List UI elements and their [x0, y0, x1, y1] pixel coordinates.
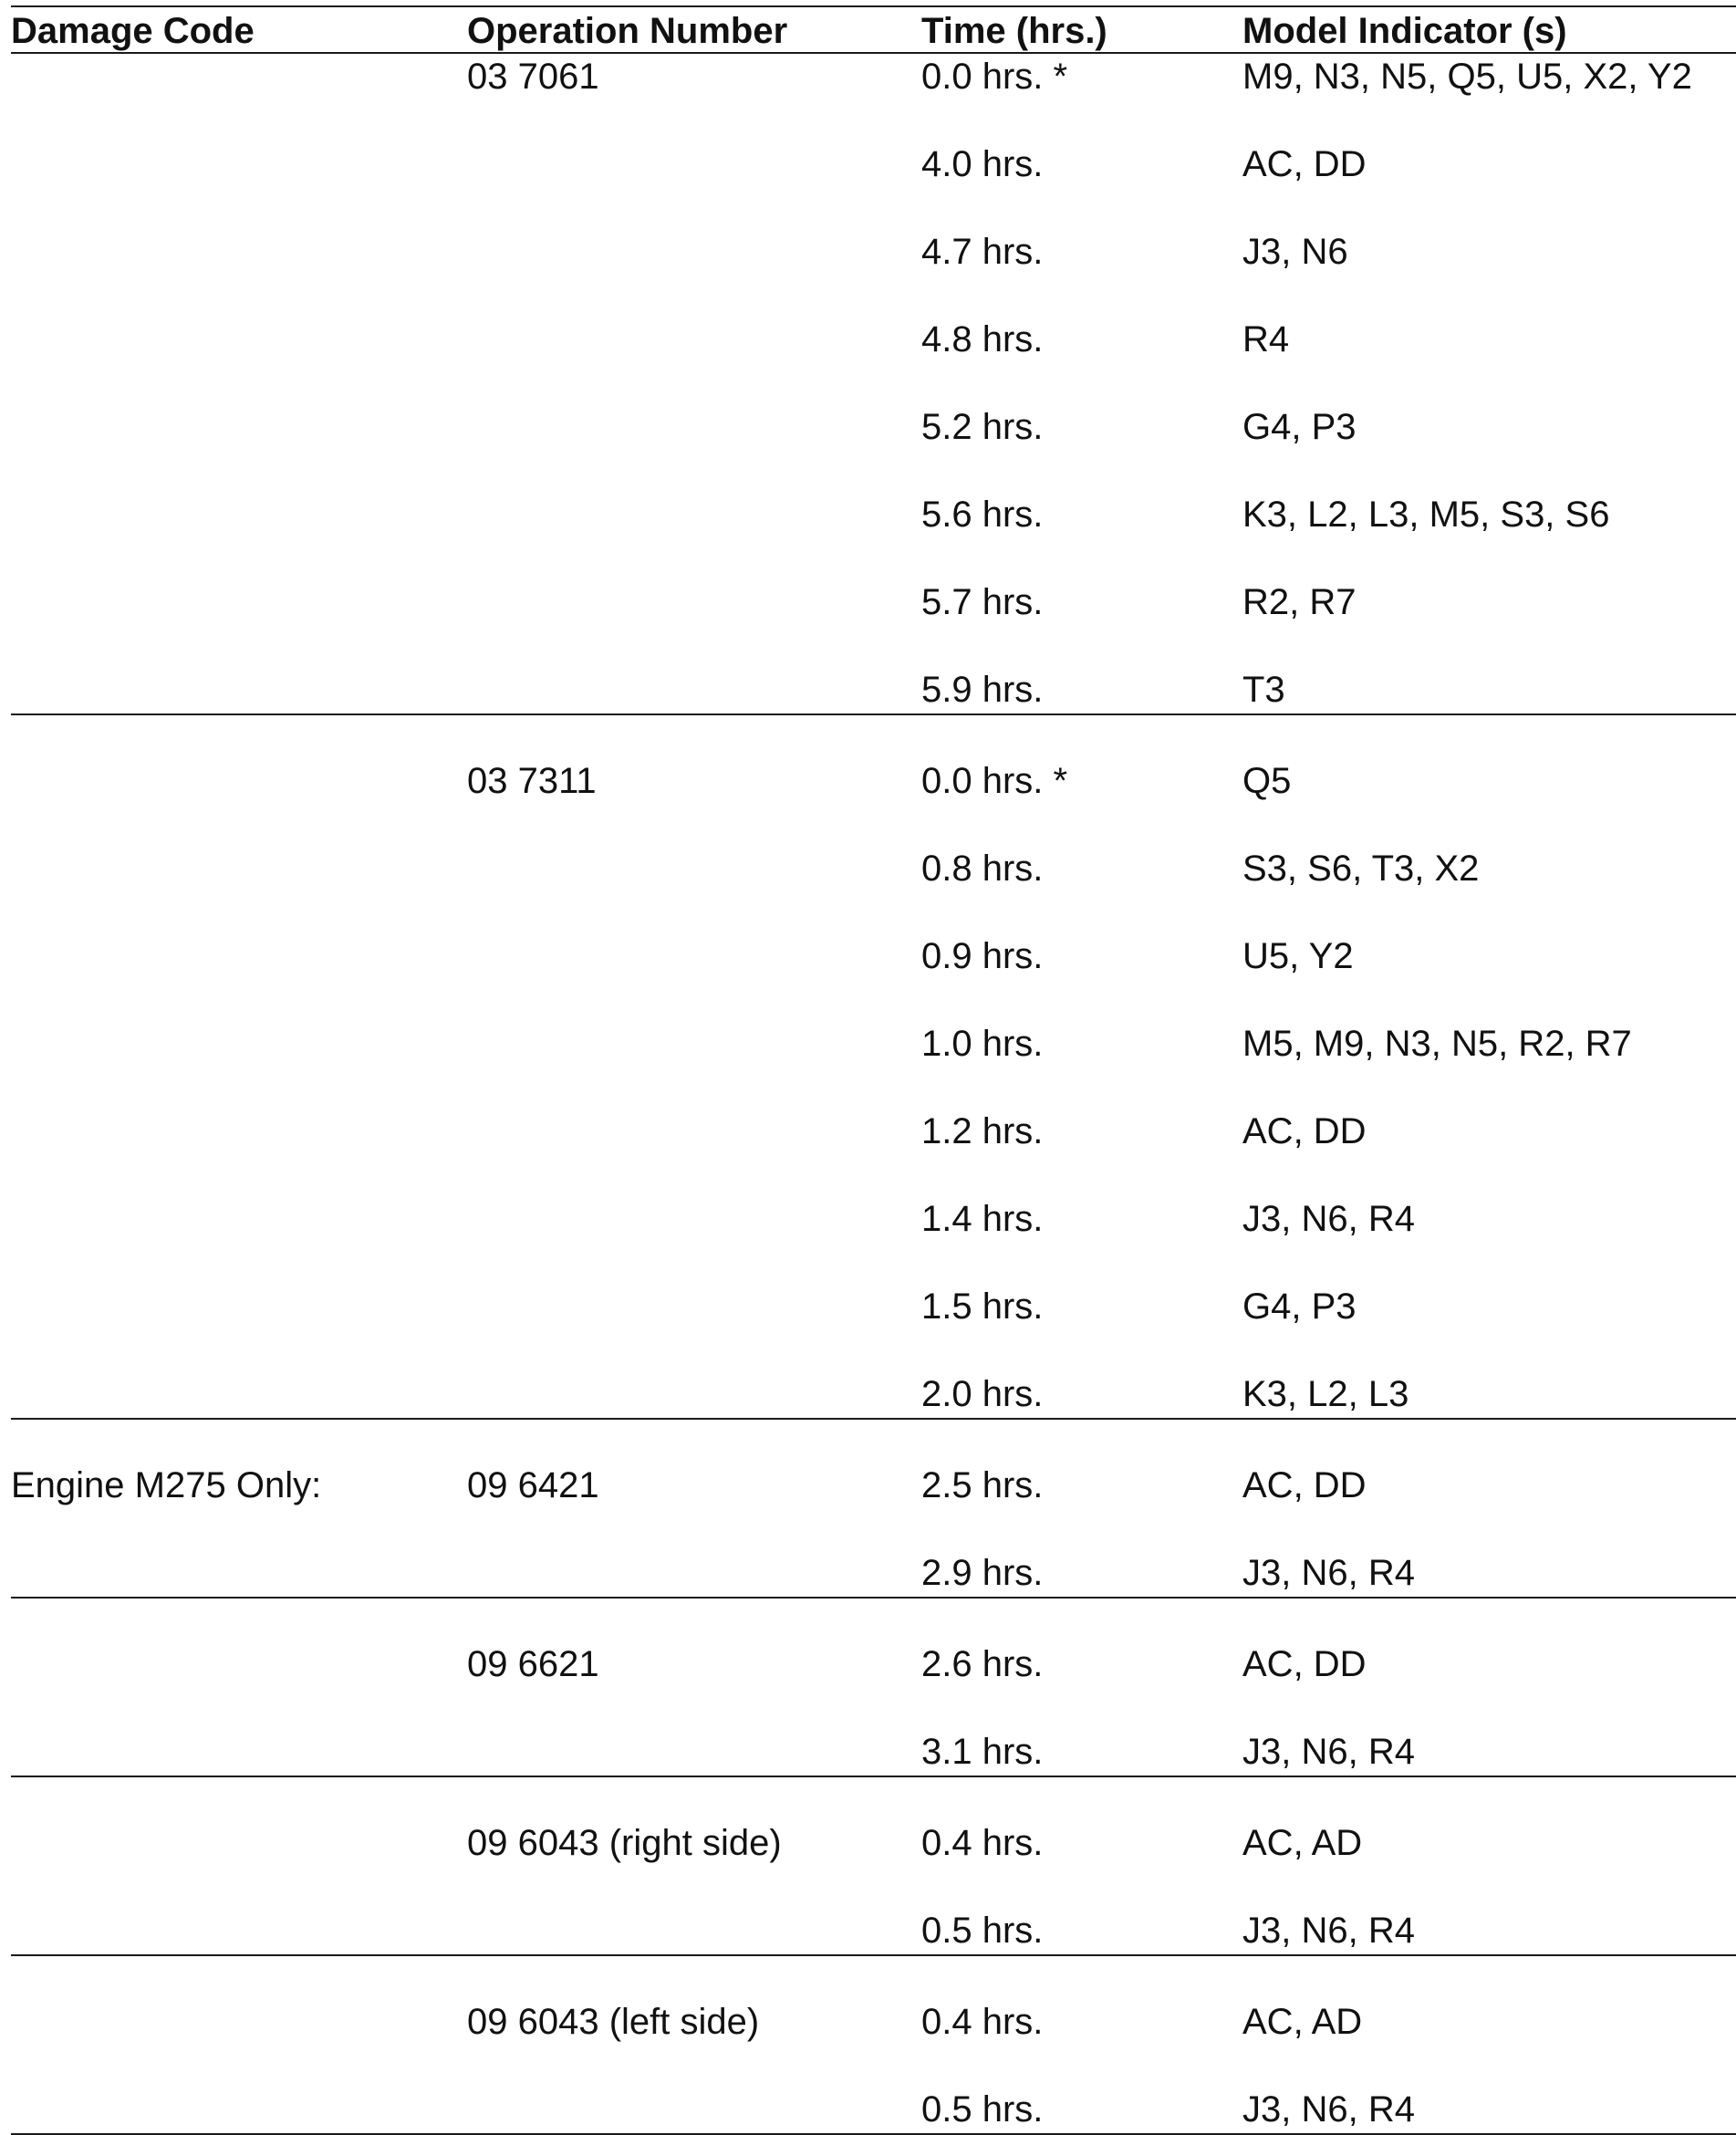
model-indicator-cell: AC, DD — [1242, 1644, 1367, 1684]
time-cell: 1.5 hrs. — [921, 1286, 1044, 1327]
operation-number-cell: 09 6421 — [467, 1465, 599, 1505]
time-cell: 2.9 hrs. — [921, 1553, 1044, 1593]
group-separator-rule — [11, 1776, 1736, 1777]
model-indicator-cell: G4, P3 — [1242, 1286, 1357, 1327]
time-cell: 5.9 hrs. — [921, 670, 1044, 710]
model-indicator-cell: J3, N6, R4 — [1242, 1199, 1415, 1239]
operation-number-cell: 03 7061 — [467, 57, 599, 97]
model-indicator-cell: AC, AD — [1242, 2002, 1363, 2042]
header-operation-number: Operation Number — [467, 11, 788, 51]
time-cell: 5.2 hrs. — [921, 407, 1044, 447]
time-cell: 0.5 hrs. — [921, 1911, 1044, 1951]
model-indicator-cell: T3 — [1242, 670, 1285, 710]
time-cell: 4.7 hrs. — [921, 232, 1044, 272]
time-cell: 0.8 hrs. — [921, 849, 1044, 889]
model-indicator-cell: AC, DD — [1242, 1465, 1367, 1505]
model-indicator-cell: AC, DD — [1242, 1111, 1367, 1151]
time-cell: 2.5 hrs. — [921, 1465, 1044, 1505]
model-indicator-cell: U5, Y2 — [1242, 936, 1354, 976]
operation-number-cell: 09 6043 (right side) — [467, 1823, 782, 1863]
group-separator-rule — [11, 1597, 1736, 1599]
operation-number-cell: 03 7311 — [467, 761, 597, 801]
model-indicator-cell: J3, N6, R4 — [1242, 1553, 1415, 1593]
model-indicator-cell: G4, P3 — [1242, 407, 1357, 447]
time-cell: 0.0 hrs. * — [921, 761, 1068, 801]
model-indicator-cell: K3, L2, L3 — [1242, 1374, 1409, 1414]
model-indicator-cell: AC, DD — [1242, 144, 1367, 184]
damage-code-cell: Engine M275 Only: — [11, 1465, 322, 1505]
time-cell: 0.4 hrs. — [921, 1823, 1044, 1863]
header-damage-code: Damage Code — [11, 11, 255, 51]
model-indicator-cell: K3, L2, L3, M5, S3, S6 — [1242, 495, 1610, 535]
group-separator-rule — [11, 1418, 1736, 1420]
header-top-rule — [11, 5, 1736, 7]
model-indicator-cell: M5, M9, N3, N5, R2, R7 — [1242, 1024, 1632, 1064]
time-cell: 5.6 hrs. — [921, 495, 1044, 535]
header-bottom-rule — [11, 52, 1736, 54]
model-indicator-cell: J3, N6, R4 — [1242, 1911, 1415, 1951]
time-cell: 2.0 hrs. — [921, 1374, 1044, 1414]
time-cell: 0.9 hrs. — [921, 936, 1044, 976]
time-cell: 1.0 hrs. — [921, 1024, 1044, 1064]
time-cell: 4.0 hrs. — [921, 144, 1044, 184]
model-indicator-cell: M9, N3, N5, Q5, U5, X2, Y2 — [1242, 57, 1692, 97]
time-cell: 4.8 hrs. — [921, 319, 1044, 359]
group-separator-rule — [11, 713, 1736, 715]
time-cell: 2.6 hrs. — [921, 1644, 1044, 1684]
header-model-indicator: Model Indicator (s) — [1242, 11, 1567, 51]
operation-number-cell: 09 6621 — [467, 1644, 599, 1684]
model-indicator-cell: Q5 — [1242, 761, 1292, 801]
model-indicator-cell: J3, N6, R4 — [1242, 2089, 1415, 2130]
time-cell: 1.2 hrs. — [921, 1111, 1044, 1151]
model-indicator-cell: AC, AD — [1242, 1823, 1363, 1863]
header-time: Time (hrs.) — [921, 11, 1107, 51]
operation-number-cell: 09 6043 (left side) — [467, 2002, 760, 2042]
time-cell: 1.4 hrs. — [921, 1199, 1044, 1239]
model-indicator-cell: J3, N6 — [1242, 232, 1348, 272]
time-cell: 3.1 hrs. — [921, 1732, 1044, 1772]
model-indicator-cell: J3, N6, R4 — [1242, 1732, 1415, 1772]
time-cell: 0.4 hrs. — [921, 2002, 1044, 2042]
model-indicator-cell: S3, S6, T3, X2 — [1242, 849, 1480, 889]
time-cell: 5.7 hrs. — [921, 582, 1044, 622]
model-indicator-cell: R4 — [1242, 319, 1290, 359]
group-separator-rule — [11, 1954, 1736, 1956]
model-indicator-cell: R2, R7 — [1242, 582, 1357, 622]
time-cell: 0.0 hrs. * — [921, 57, 1068, 97]
time-cell: 0.5 hrs. — [921, 2089, 1044, 2130]
